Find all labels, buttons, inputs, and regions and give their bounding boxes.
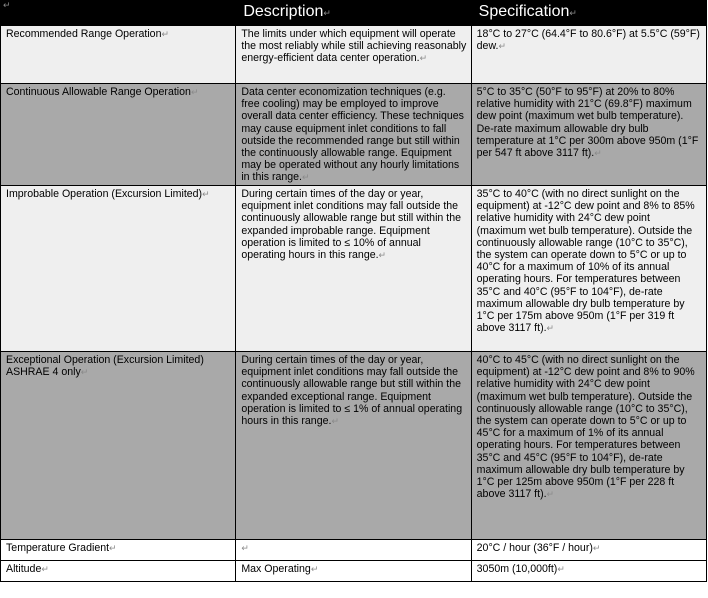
- row-specification-text: 5°C to 35°C (50°F to 95°F) at 20% to 80% relative humidity with 21°C (69.8°F) maximum dew point (maximum wet bulb temperature). De-rate maximum allowable dry bulb temperature at 1°C per 300m above 950m (1°F per 547 ft above 3117 ft).: [476, 86, 699, 160]
- row-specification-text: 35°C to 40°C (with no direct sunlight on the equipment) at -12°C dew point and 8% to 85% relative humidity with 24°C dew point (maximum wet bulb temperature). Outside the continuously allowable range (10°C to 35°C), the system can operate down to 5°C or up to 40°C for a maximum of 10% of its annual operating hours. For temperatures between 35°C and 40°C (95°F to 104°F), de-rate maximum allowable dry bulb temperature by 1°C per 175m above 950m (1°F per 319 ft above 3117 ft).: [476, 188, 695, 335]
- row-label-text: Continuous Allowable Range Operation: [6, 86, 191, 98]
- paragraph-mark: ↵: [323, 8, 331, 18]
- table-row: [1, 352, 707, 540]
- row-label: [1, 26, 236, 84]
- header-row: [1, 1, 707, 26]
- table-row: [1, 26, 707, 84]
- row-label: [1, 186, 236, 352]
- row-label-text: Recommended Range Operation: [6, 28, 162, 40]
- row-label: [1, 352, 236, 540]
- paragraph-mark: ↵: [546, 323, 555, 334]
- row-specification: [471, 186, 706, 352]
- row-specification-text: 20°C / hour (36°F / hour): [476, 542, 593, 554]
- row-description: [236, 561, 471, 582]
- paragraph-mark: ↵: [190, 87, 199, 97]
- row-description-text: During certain times of the day or year, equipment inlet conditions may fall outside the continuously allowable range but still within the expanded exceptional range. Equipment operation is limited to ≤ 1% of annual operating hours in this range.: [241, 354, 463, 428]
- row-label: [1, 561, 236, 582]
- row-specification: [471, 352, 706, 540]
- paragraph-mark: ↵: [557, 564, 565, 574]
- paragraph-mark: ↵: [301, 172, 310, 183]
- header-corner-mark: ↵: [3, 0, 11, 10]
- row-description: [236, 540, 471, 561]
- row-label: [1, 84, 236, 186]
- header-specification-text: Specification: [478, 3, 570, 20]
- paragraph-mark: ↵: [80, 367, 89, 378]
- row-description-text: The limits under which equipment will operate the most reliably while still achieving reasonably energy-efficient data center operation.: [241, 28, 467, 65]
- row-specification: [471, 84, 706, 186]
- paragraph-mark: ↵: [41, 564, 49, 574]
- table-row: [1, 84, 707, 186]
- row-specification-text: 18°C to 27°C (64.4°F to 80.6°F) at 5.5°C (59°F) dew.: [476, 28, 700, 53]
- row-specification: [471, 561, 706, 582]
- paragraph-mark: ↵: [202, 189, 210, 199]
- row-description: [236, 84, 471, 186]
- row-specification-text: 3050m (10,000ft): [476, 563, 558, 575]
- row-label-text: Exceptional Operation (Excursion Limited) ASHRAE 4 only: [6, 354, 204, 379]
- row-description: [236, 26, 471, 84]
- paragraph-mark: ↵: [498, 41, 506, 52]
- row-description: [236, 186, 471, 352]
- paragraph-mark: ↵: [161, 29, 170, 39]
- paragraph-mark: ↵: [569, 8, 577, 18]
- header-specification: [471, 1, 706, 26]
- header-description: [236, 1, 471, 26]
- paragraph-mark: ↵: [241, 543, 249, 553]
- paragraph-mark: ↵: [378, 250, 387, 261]
- table-row: [1, 540, 707, 561]
- table-row: [1, 186, 707, 352]
- paragraph-mark: ↵: [310, 564, 319, 574]
- row-specification: [471, 26, 706, 84]
- row-description-text: Data center economization techniques (e.g. free cooling) may be employed to improve overall data center efficiency. These techniques may cause equipment inlet conditions to fall outside the recommended range but still within the continuously allowable range. Equipment may be operated without any hourly limitations in this range.: [241, 86, 464, 184]
- header-description-text: Description: [243, 3, 324, 20]
- paragraph-mark: ↵: [594, 148, 602, 159]
- paragraph-mark: ↵: [331, 416, 339, 427]
- row-specification: [471, 540, 706, 561]
- header-corner-cell: [1, 1, 236, 26]
- row-label-text: Improbable Operation (Excursion Limited): [6, 188, 203, 200]
- row-label-text: Temperature Gradient: [6, 542, 110, 554]
- row-description: [236, 352, 471, 540]
- paragraph-mark: ↵: [419, 53, 428, 64]
- row-specification-text: 40°C to 45°C (with no direct sunlight on the equipment) at -12°C dew point and 8% to 90% relative humidity with 24°C dew point (maximum wet bulb temperature). Outside the continuously allowable range (10°C to 35°C), the system can operate down to 5°C or up to 45°C for a maximum of 1% of its annual operating hours. For temperatures between 35°C and 45°C (95°F to 104°F), de-rate maximum allowable dry bulb temperature by 1°C per 125m above 950m (1°F per 228 ft above 3117 ft).: [476, 354, 695, 501]
- row-description-text: During certain times of the day or year, equipment inlet conditions may fall outside the continuously allowable range but still within the expanded improbable range. Equipment operation is limited to ≤ 10% of annual operating hours in this range.: [241, 188, 461, 262]
- paragraph-mark: ↵: [546, 489, 555, 500]
- table-row: [1, 561, 707, 582]
- paragraph-mark: ↵: [592, 543, 601, 553]
- row-label-text: Altitude: [6, 563, 42, 575]
- paragraph-mark: ↵: [109, 543, 117, 553]
- row-description-text: Max Operating: [241, 563, 311, 575]
- row-label: [1, 540, 236, 561]
